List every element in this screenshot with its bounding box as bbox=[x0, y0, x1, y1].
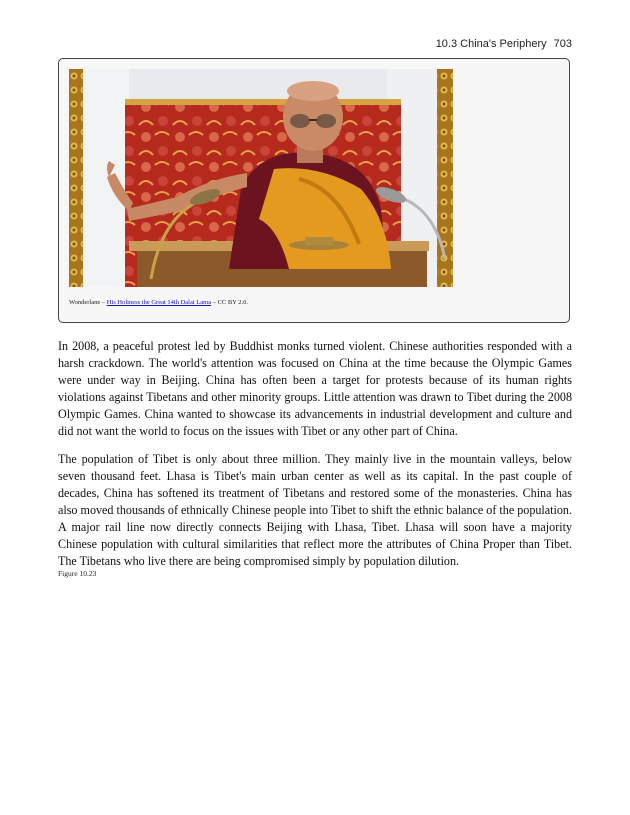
paragraph: The population of Tibet is only about three million. They mainly live in the mountain valleys, below seven thousand feet. Lhasa is Tibet's main urban center as well as its capital. In the past couple of decades, China has softened its treatment of Tibetans and restored some of the monasteries. China has also moved thousands of ethnically Chinese people into Tibet to shift the ethnic balance of the population. A major rail line now directly connects Beijing with Lhasa, Tibet. Lhasa will soon have a majority Chinese population with cultural similarities that reflect more the attributes of China Proper than Tibet. The Tibetans who live there are being compromised simply by population dilution. bbox=[58, 452, 572, 568]
page-number: 703 bbox=[553, 38, 572, 50]
credit-author: Wonderlane bbox=[69, 299, 101, 306]
section-title: 10.3 China's Periphery bbox=[435, 38, 547, 50]
body-text bbox=[58, 338, 572, 581]
running-header bbox=[436, 38, 572, 50]
image-source-link[interactable]: His Holiness the Great 14th Dalai Lama bbox=[106, 299, 212, 306]
dalai-lama-photo bbox=[69, 69, 453, 287]
figure-container bbox=[58, 58, 570, 323]
credit-separator: – bbox=[100, 299, 107, 306]
paragraph: In 2008, a peaceful protest led by Buddhist monks turned violent. Chinese authorities responded with a harsh crackdown. The world's attention was focused on China at the time because the Olympic Games were under way in Beijing. China has often been a target for protests because of its human rights violations against Tibetans and other minority groups. Little attention was drawn to Tibet during the 2008 Olympic Games. China wanted to showcase its advancements in industrial development and culture and did not want the world to focus on the issues with Tibet or any other part of China. bbox=[58, 339, 572, 438]
credit-license: CC BY 2.0. bbox=[217, 299, 249, 306]
image-credit bbox=[69, 299, 248, 306]
figure-caption: Figure 10.23 bbox=[58, 569, 97, 578]
credit-separator: – bbox=[211, 299, 218, 306]
